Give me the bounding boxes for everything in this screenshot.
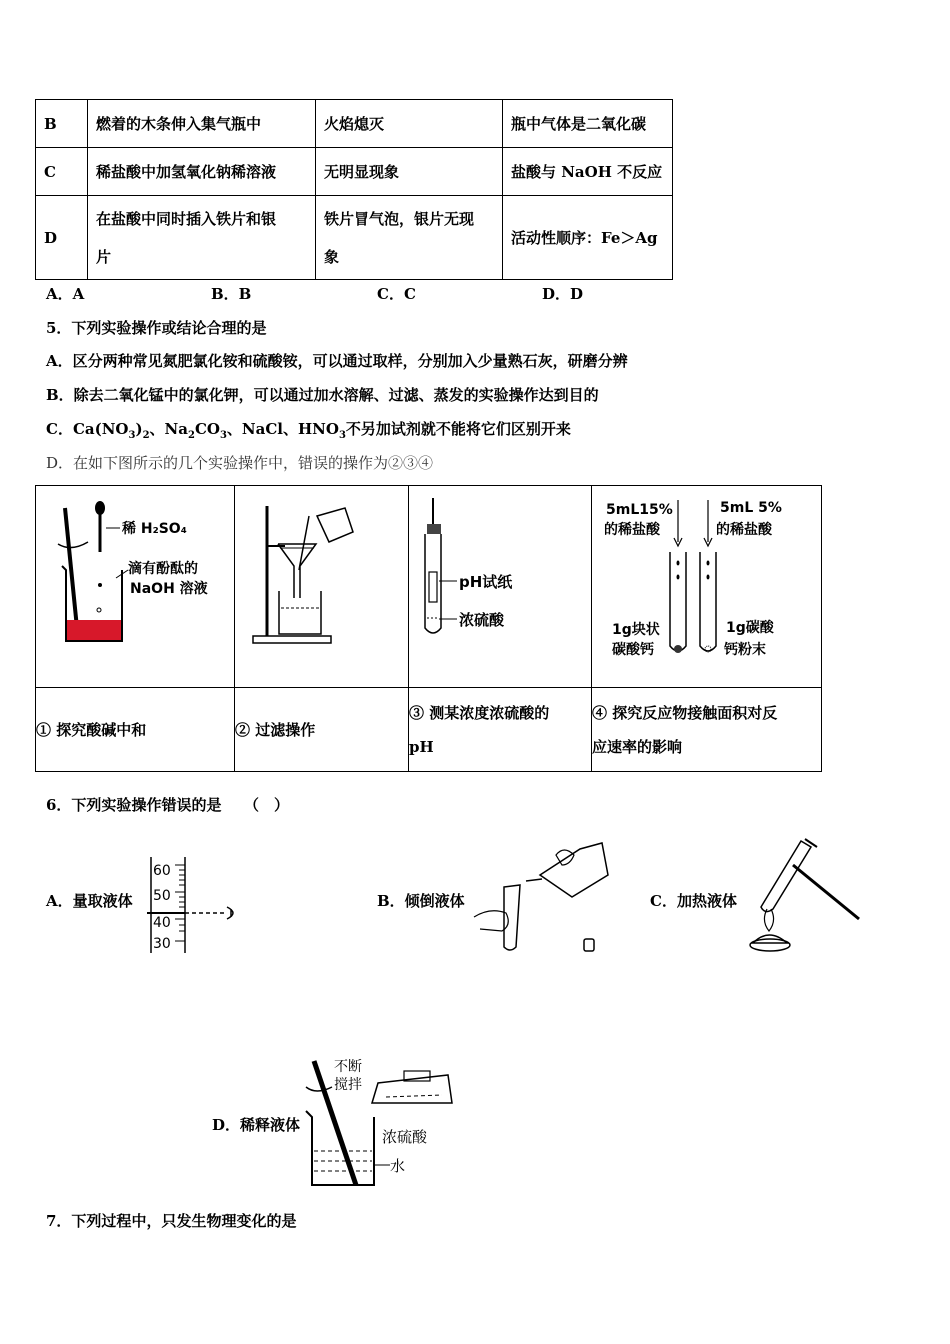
drop-icon	[98, 583, 102, 587]
q5-option-c[interactable]: C．$Ca(NO_3)_2$、$Na_2CO_3$、NaCl、$HNO_3$不另加试剂就不能将它们区别开来	[46, 420, 571, 441]
ph-paper-icon	[429, 572, 437, 602]
measuring-cylinder-figure	[145, 855, 250, 957]
red-solution	[67, 620, 121, 640]
eye-icon	[227, 907, 233, 919]
option-cell: D	[36, 196, 88, 280]
operation-cell: 在盐酸中同时插入铁片和银 片	[88, 196, 316, 280]
stir-arrow-icon	[58, 542, 88, 548]
table-row	[36, 196, 673, 280]
dropper-bulb-icon	[95, 501, 105, 515]
tick-label: 50	[153, 888, 171, 904]
q4-option-a[interactable]: A．A	[46, 285, 85, 303]
stir-arrow-icon	[306, 1087, 332, 1091]
table-row	[36, 100, 673, 148]
pouring-beaker	[317, 508, 353, 542]
right-acid-label-2: 的稀盐酸	[716, 522, 772, 538]
right-test-tube	[700, 552, 716, 651]
pouring-liquid-figure	[472, 835, 617, 957]
caption-2: ② 过滤操作	[235, 688, 409, 772]
acid-bottle-icon	[372, 1075, 452, 1103]
reaction-rate-figure	[592, 486, 821, 683]
phenomenon-cell: 火焰熄灭	[316, 100, 503, 148]
stand-base	[253, 636, 331, 643]
test-tube	[761, 841, 811, 912]
funnel-icon	[278, 544, 316, 598]
beaker-outline	[306, 1111, 374, 1185]
operation-cell: 稀盐酸中加氢氧化钠稀溶液	[88, 148, 316, 196]
tick-label: 30	[153, 936, 171, 952]
caption-3: ③ 测某浓度浓硫酸的 pH	[409, 688, 592, 772]
q5-stem: 5．下列实验操作或结论合理的是	[46, 319, 267, 337]
figure-cell-1	[36, 486, 235, 688]
left-test-tube	[670, 552, 686, 651]
right-solid-label-2: 钙粉末	[724, 642, 766, 658]
q5-option-a[interactable]: A．区分两种常见氮肥氯化铵和硫酸铵，可以通过取样，分别加入少量熟石灰，研磨分辨	[46, 352, 628, 370]
right-acid-label-1: 5mL 5%	[720, 500, 782, 516]
q7-stem: 7．下列过程中，只发生物理变化的是	[46, 1212, 297, 1230]
q5-option-b[interactable]: B．除去二氧化锰中的氯化钾，可以通过加水溶解、过滤、蒸发的实验操作达到目的	[46, 386, 599, 404]
conclusion-cell: 活动性顺序：Fe＞Ag	[503, 196, 673, 280]
solid-chunk-icon	[674, 645, 682, 653]
q6-option-d[interactable]: D．稀释液体	[212, 1116, 301, 1134]
reagent-bottle-icon	[540, 843, 608, 897]
acid-label: 浓硫酸	[459, 611, 505, 629]
left-acid-label-1: 5mL15%	[606, 502, 673, 518]
solution-label-2: NaOH 溶液	[130, 581, 208, 597]
phenomenon-cell: 无明显现象	[316, 148, 503, 196]
operation-cell: 燃着的木条伸入集气瓶中	[88, 100, 316, 148]
stir-label-2: 搅拌	[334, 1077, 362, 1093]
figure-cell-2	[235, 486, 409, 688]
q6-option-b[interactable]: B．倾倒液体	[377, 892, 465, 910]
option-cell: B	[36, 100, 88, 148]
left-acid-label-2: 的稀盐酸	[604, 522, 660, 538]
left-solid-label-2: 碳酸钙	[612, 642, 654, 658]
flame-icon	[764, 909, 773, 931]
caption-1: ① 探究酸碱中和	[36, 688, 235, 772]
figure-row	[36, 486, 822, 688]
figure-cell-4	[592, 486, 822, 688]
conclusion-cell: 瓶中气体是二氧化碳	[503, 100, 673, 148]
q5-option-d[interactable]: D．在如下图所示的几个实验操作中，错误的操作为②③④	[46, 454, 434, 472]
q4-option-b[interactable]: B．B	[211, 285, 252, 303]
heating-liquid-figure	[745, 835, 865, 957]
acid-label: 稀 H₂SO₄	[122, 521, 187, 537]
figure-cell-3	[409, 486, 592, 688]
water-label: 水	[390, 1157, 406, 1175]
stir-label-1: 不断	[334, 1059, 362, 1075]
ph-paper-label: pH试纸	[459, 573, 513, 591]
test-tube	[504, 885, 520, 950]
q4-option-c[interactable]: C．C	[377, 285, 416, 303]
acid-base-neutralization-figure	[36, 486, 234, 683]
phenomenon-cell: 铁片冒气泡，银片无现 象	[316, 196, 503, 280]
option-cell: C	[36, 148, 88, 196]
caption-4: ④ 探究反应物接触面积对反 应速率的影响	[592, 688, 822, 772]
q4-options-table	[35, 99, 673, 280]
left-solid-label-1: 1g块状	[612, 622, 660, 638]
q4-option-d[interactable]: D．D	[542, 285, 584, 303]
stopper-icon	[427, 524, 441, 534]
test-tube-holder	[793, 865, 859, 919]
hand-icon	[474, 911, 508, 931]
right-solid-label-1: 1g碳酸	[726, 620, 774, 636]
conclusion-cell: 盐酸与 NaOH 不反应	[503, 148, 673, 196]
q6-option-a[interactable]: A．量取液体	[46, 892, 133, 910]
filtration-figure	[235, 486, 408, 683]
acid-label: 浓硫酸	[382, 1128, 428, 1146]
bottle-stopper-icon	[584, 939, 594, 951]
q6-option-c[interactable]: C．加热液体	[650, 892, 737, 910]
bubble-icon	[97, 608, 101, 612]
ph-test-figure	[409, 486, 591, 683]
table-row	[36, 148, 673, 196]
tick-label: 40	[153, 915, 171, 931]
q6-stem: 6．下列实验操作错误的是 （ ）	[46, 796, 289, 814]
q5-figures-table	[35, 485, 822, 772]
solution-label-1: 滴有酚酞的	[128, 561, 198, 577]
tick-label: 60	[153, 863, 171, 879]
caption-row	[36, 688, 822, 772]
glass-rod	[299, 516, 309, 570]
diluting-liquid-figure	[302, 1053, 462, 1191]
